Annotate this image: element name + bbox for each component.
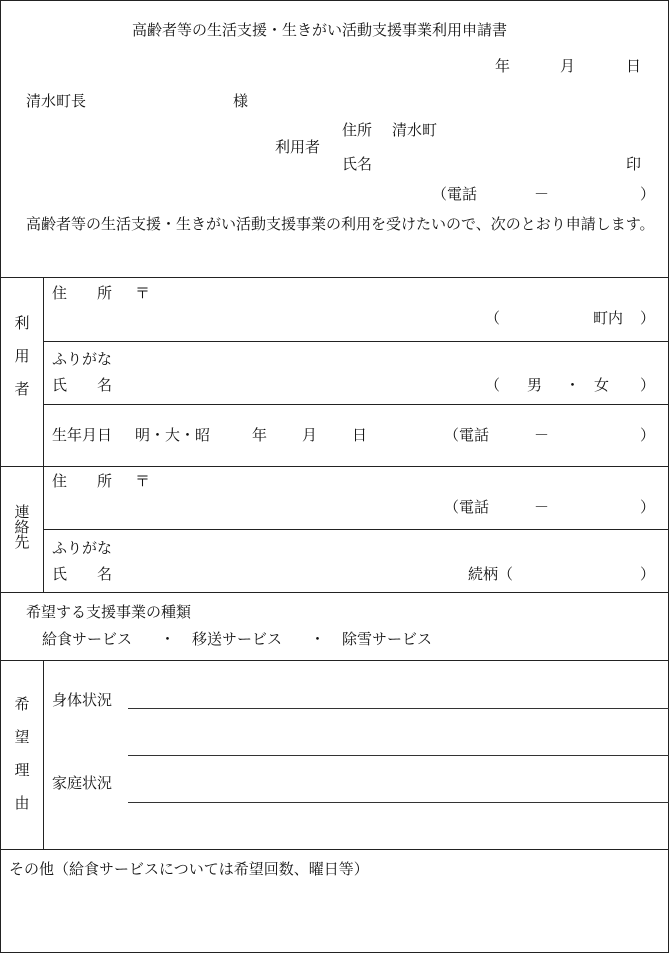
service-heading: 希望する支援事業の種類	[26, 603, 192, 621]
era-options: 明・大・昭	[135, 426, 211, 444]
addressee: 清水町長	[26, 92, 87, 110]
contact-phone-dash: －	[534, 498, 550, 516]
user-name-label: 氏 名	[52, 376, 113, 394]
contact-phone-label: （電話	[444, 498, 490, 516]
service-option-transport: 移送サービス	[192, 630, 283, 648]
birth-day-label: 日	[352, 426, 368, 444]
user-phone-dash: －	[534, 426, 550, 444]
family-condition-label: 家庭状況	[52, 774, 113, 792]
applicant-phone-close: ）	[640, 185, 656, 203]
contact-section-label: 連 絡 先	[14, 503, 30, 551]
service-option-meal: 給食サービス	[42, 630, 133, 648]
date-month-label: 月	[560, 57, 576, 75]
birth-year-label: 年	[252, 426, 268, 444]
reason-section-label: 希 望 理 由	[14, 695, 30, 812]
column-divider	[43, 277, 44, 592]
service-separator: ・	[310, 630, 326, 648]
physical-condition-line	[128, 708, 669, 709]
physical-condition-line	[128, 755, 669, 756]
relation-close: ）	[640, 565, 656, 583]
user-section-label: 利 用 者	[14, 314, 30, 398]
divider	[0, 277, 669, 278]
town-label: 町内	[593, 309, 624, 327]
divider	[43, 404, 669, 405]
user-phone-label: （電話	[444, 426, 490, 444]
town-close: ）	[640, 309, 656, 327]
date-day-label: 日	[626, 57, 642, 75]
gender-open: （	[485, 376, 501, 394]
relation-label: 続柄（	[468, 565, 514, 583]
birth-date-label: 生年月日	[52, 426, 113, 444]
applicant-address-value: 清水町	[392, 121, 438, 139]
honorific: 様	[233, 92, 249, 110]
divider	[43, 341, 669, 342]
applicant-address-label: 住所	[342, 121, 373, 139]
physical-condition-label: 身体状況	[52, 691, 113, 709]
form-title: 高齢者等の生活支援・生きがい活動支援事業利用申請書	[132, 21, 508, 39]
gender-male: 男	[527, 376, 543, 394]
divider	[0, 660, 669, 661]
gender-female: 女	[594, 376, 610, 394]
contact-postal-mark: 〒	[135, 472, 151, 490]
column-divider	[43, 660, 44, 849]
divider	[0, 466, 669, 467]
applicant-label: 利用者	[275, 138, 321, 156]
contact-furigana-label: ふりがな	[52, 539, 113, 557]
date-year-label: 年	[495, 57, 511, 75]
family-condition-line	[128, 802, 669, 803]
applicant-name-label: 氏名	[342, 155, 373, 173]
seal-mark: 印	[626, 155, 642, 173]
other-label: その他（給食サービスについては希望回数、曜日等）	[9, 860, 369, 878]
user-phone-close: ）	[640, 426, 656, 444]
gender-close: ）	[640, 376, 656, 394]
applicant-phone-dash: －	[534, 185, 550, 203]
service-separator: ・	[160, 630, 176, 648]
birth-month-label: 月	[302, 426, 318, 444]
applicant-phone-label: （電話	[432, 185, 478, 203]
divider	[0, 592, 669, 593]
town-open: （	[485, 309, 501, 327]
contact-address-label: 住 所	[52, 472, 113, 490]
user-furigana-label: ふりがな	[52, 350, 113, 368]
contact-name-label: 氏 名	[52, 565, 113, 583]
postal-mark: 〒	[135, 284, 151, 302]
user-address-label: 住 所	[52, 284, 113, 302]
divider	[43, 529, 669, 530]
service-option-snow: 除雪サービス	[342, 630, 433, 648]
divider	[0, 849, 669, 850]
gender-separator: ・	[565, 376, 581, 394]
contact-phone-close: ）	[640, 498, 656, 516]
application-statement: 高齢者等の生活支援・生きがい活動支援事業の利用を受けたいので、次のとおり申請します。	[26, 215, 655, 233]
